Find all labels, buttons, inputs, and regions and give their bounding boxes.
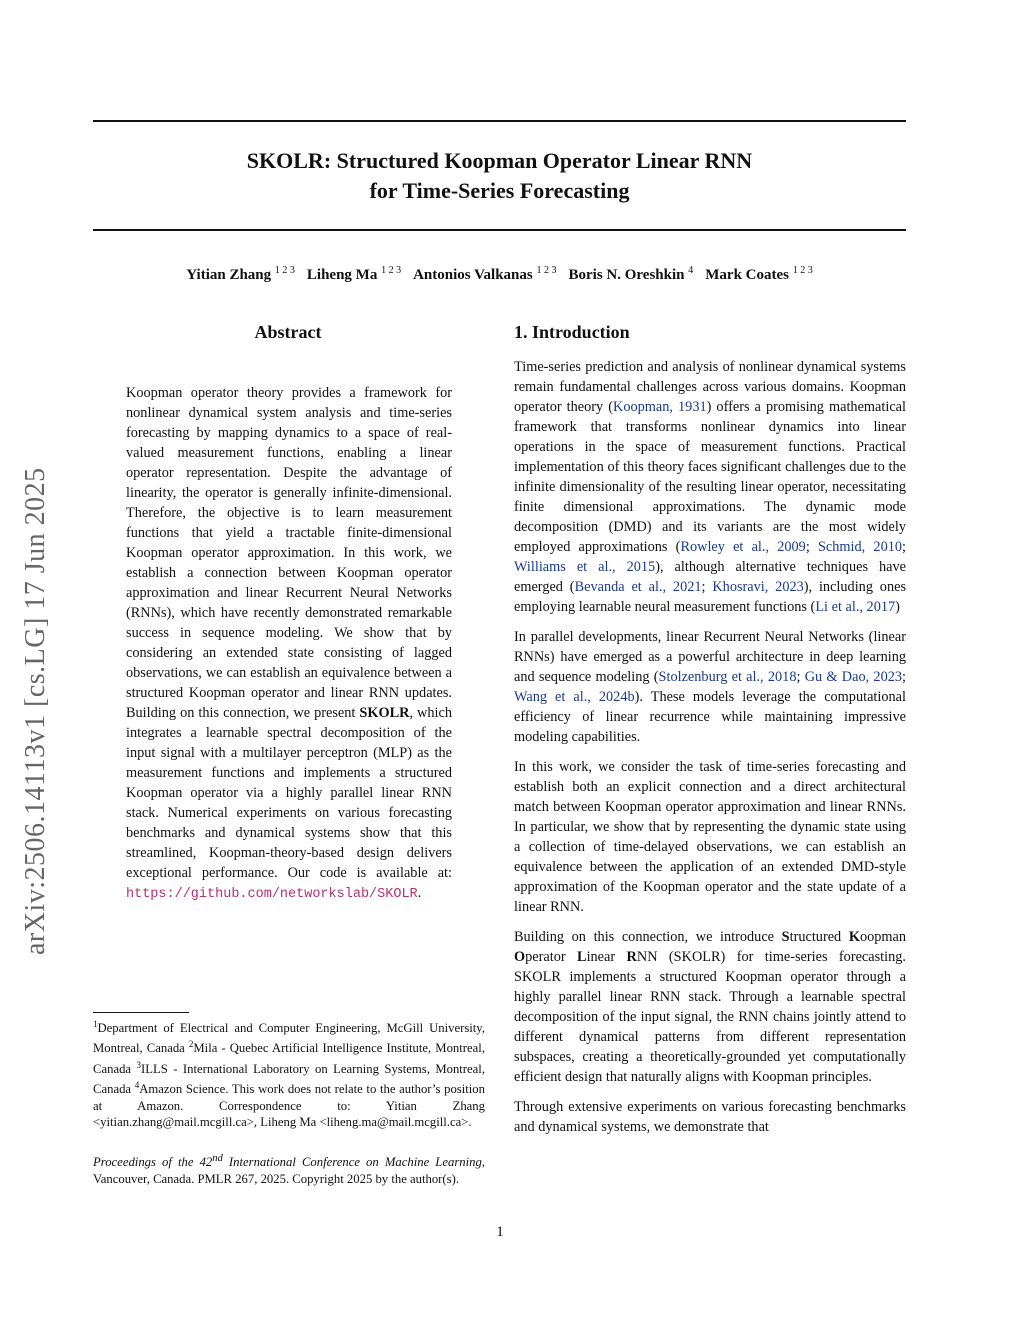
intro-text: oopman [859, 929, 906, 945]
author-name: Mark Coates [705, 267, 789, 283]
aff3-mark: 3 [136, 1059, 141, 1070]
abstract-text-b: , which integrates a learnable spectral decomposition of the input signal with a multilayer perceptron (MLP) as the measurement functions and implements a structured Koopman operator via a highly parallel linear RNN stack. Numerical experiments on various forecasting benchmarks and dynamical systems show that this streamlined, Koopman-theory-based design delivers exceptional performance. Our code is available at: [126, 705, 452, 881]
intro-text: perator [525, 949, 578, 965]
aff3-text: ILLS - International Laboratory on Learning Systems, Montreal, Canada [93, 1062, 485, 1097]
bold-initial: O [514, 949, 526, 965]
intro-text: ). These models leverage the computational efficiency of linear recurrence while maintaining impressive modeling capabilities. [514, 689, 906, 745]
intro-text: ; [902, 539, 907, 555]
affiliations-footnote [93, 1016, 485, 1130]
intro-paragraph [514, 357, 906, 617]
intro-text: ; [805, 539, 818, 555]
intro-paragraph [514, 1097, 906, 1137]
proceedings-italic-b: International Conference on Machine Learning [222, 1155, 482, 1170]
citation-link[interactable]: Gu & Dao, 2023 [804, 669, 903, 685]
author-name: Yitian Zhang [186, 267, 272, 283]
citation-link[interactable]: Williams et al., 2015 [514, 559, 656, 575]
aff1-mark: 1 [93, 1019, 98, 1029]
intro-text: In parallel developments, linear Recurrent Neural Networks (linear RNNs) have emerged as a powerful architecture in deep learning and sequence modeling ( [514, 629, 906, 685]
abstract-text-a: Koopman operator theory provides a framework for nonlinear dynamical system analysis and time-series forecasting by mapping dynamics to a space of real-valued measurement functions, enabling a linear operator representation. Despite the advantage of linearity, the operator is generally infinite-dimensional. Therefore, the objective is to learn measurement functions that yield a tractable finite-dimensional Koopman operator approximation. In this work, we establish a connection between Koopman operator approximation and linear Recurrent Neural Networks (RNNs), which have recently demonstrated remarkable success in sequence modeling. We show that by considering an extended state consisting of lagged observations, we can establish an equivalence between a structured Koopman operator and linear RNN updates. Building on this connection, we present [126, 385, 452, 721]
citation-link[interactable]: Stolzenburg et al., 2018 [658, 669, 797, 685]
author-affiliation-marks: 1 2 3 [792, 265, 813, 276]
author [186, 267, 295, 283]
intro-text: ; [796, 669, 805, 685]
proceedings-note [93, 1150, 485, 1188]
code-url-link[interactable]: https://github.com/networkslab/SKOLR [126, 887, 418, 902]
intro-text: Time-series prediction and analysis of nonlinear dynamical systems remain fundamental challenges across various domains. Koopman operator theory ( [514, 359, 906, 415]
abstract-end: . [417, 885, 422, 901]
citation-link[interactable]: Schmid, 2010 [817, 539, 903, 555]
introduction-heading: 1. Introduction [514, 322, 630, 342]
author-name: Boris N. Oreshkin [568, 267, 685, 283]
intro-text: ), including ones employing learnable neural measurement functions ( [514, 579, 907, 615]
author [413, 267, 556, 283]
author-name: Liheng Ma [306, 267, 378, 283]
intro-text: ) [895, 599, 900, 615]
author [569, 267, 694, 283]
proceedings-number: 42 [199, 1155, 213, 1170]
footnote-rule [93, 1012, 189, 1013]
arxiv-stamp: arXiv:2506.14113v1 [cs.LG] 17 Jun 2025 [20, 467, 51, 955]
aff1-text: Department of Electrical and Computer Engineering, McGill University, Montreal, Canada [93, 1021, 485, 1056]
aff2-mark: 2 [188, 1039, 194, 1050]
citation-link[interactable]: Li et al., 2017 [815, 599, 896, 615]
intro-text: inear [586, 949, 627, 965]
paper-title [93, 146, 906, 206]
intro-paragraph [514, 757, 906, 917]
title-bottom-rule [93, 229, 906, 231]
abstract-body [126, 383, 452, 905]
author-name: Antonios Valkanas [413, 267, 533, 283]
aff4-mark: 4 [134, 1080, 140, 1091]
intro-text: ; [701, 579, 713, 595]
page-number: 1 [496, 1224, 504, 1240]
intro-text: In this work, we consider the task of time-series forecasting and establish both an explicit connection and a direct architectural match between Koopman operator approximation and linear RNNs. In particular, we show that by representing the dynamic state using a collection of time-delayed observations, we can establish an equivalence between the application of an extended DMD-style approximation of the Koopman operator and the state update of a linear RNN. [514, 759, 906, 915]
citation-link[interactable]: Rowley et al., 2009 [680, 539, 806, 555]
author-affiliation-marks: 4 [688, 265, 694, 276]
title-line-2: for Time-Series Forecasting [369, 178, 630, 203]
intro-text: Through extensive experiments on various forecasting benchmarks and dynamical systems, we demonstrate that [514, 1099, 906, 1135]
intro-text: Building on this connection, we introduce [514, 929, 782, 945]
intro-paragraph [514, 927, 906, 1087]
author-affiliation-marks: 1 2 3 [536, 265, 557, 276]
citation-link[interactable]: Koopman, 1931 [613, 399, 707, 415]
author [705, 267, 812, 283]
citation-link[interactable]: Khosravi, 2023 [712, 579, 804, 595]
intro-paragraph [514, 627, 906, 747]
intro-text: ; [902, 669, 906, 685]
abstract-heading: Abstract [254, 322, 322, 342]
intro-text: ) offers a promising mathematical framework that transforms nonlinear dynamics into linear operations in the space of measurement functions. Practical implementation of this theory faces significant challenges due to the infinite dimensionality of the resulting linear operator, necessitating finite dimensional approximations. The dynamic mode decomposition (DMD) and its variants are the most widely employed approximations ( [514, 399, 906, 555]
author [307, 267, 401, 283]
intro-text: tructured [789, 929, 849, 945]
author-list [93, 265, 906, 284]
bold-initial: R [626, 949, 637, 965]
proceedings-italic-a: Proceedings of the [93, 1155, 200, 1170]
proceedings-rest: , Vancouver, Canada. PMLR 267, 2025. Copyright 2025 by the author(s). [93, 1155, 485, 1187]
author-affiliation-marks: 1 2 3 [381, 265, 402, 276]
bold-initial: K [848, 929, 860, 945]
title-line-1: SKOLR: Structured Koopman Operator Linear RNN [246, 148, 753, 173]
bold-initial: S [781, 929, 790, 945]
title-top-rule [93, 120, 906, 122]
author-affiliation-marks: 1 2 3 [274, 265, 295, 276]
aff2-text: Mila - Quebec Artificial Intelligence Institute, Montreal, Canada [93, 1041, 485, 1077]
citation-link[interactable]: Bevanda et al., 2021 [574, 579, 702, 595]
bold-initial: L [577, 949, 587, 965]
intro-text: ), although alternative techniques have emerged ( [514, 559, 906, 595]
proceedings-ordinal: nd [212, 1153, 223, 1164]
intro-text: NN (SKOLR) for time-series forecasting. SKOLR implements a structured Koopman operator through a highly parallel linear RNN stack. Through a learnable spectral decomposition of the input signal, the RNN chains jointly attend to different dynamical patterns from different representation subspaces, creating a theoretically-grounded yet computationally efficient design that naturally aligns with Koopman principles. [514, 949, 906, 1085]
introduction-body [514, 357, 906, 1147]
aff4-text: Amazon Science. This work does not relate to the author’s position at Amazon. Correspondence to: Yitian Zhang <yitian.zhang@mail.mcgill.ca>, Liheng Ma <liheng.ma@mail.mcgill.ca>. [93, 1082, 485, 1129]
citation-link[interactable]: Wang et al., 2024b [514, 689, 635, 705]
abstract-method-name: SKOLR [359, 705, 410, 721]
